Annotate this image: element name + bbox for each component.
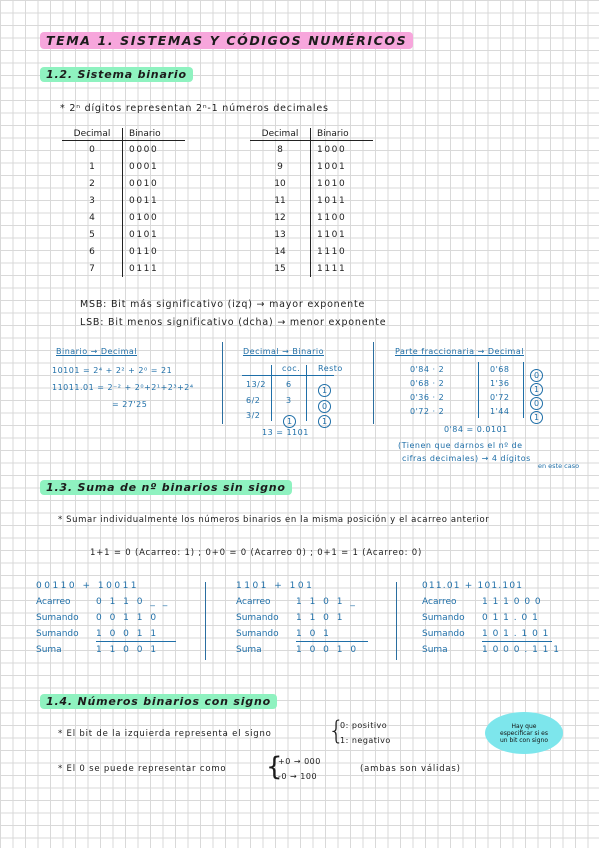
sign-bullet: * El bit de la izquierda representa el signo <box>58 729 272 739</box>
minus-zero: -0 → 100 <box>278 772 318 781</box>
msb-note: MSB: Bit más significativo (izq) → mayor exponente <box>80 299 366 310</box>
sum-bullet: * Sumar individualmente los números binarios en la misma posición y el acarreo anterior <box>58 515 490 525</box>
b2d-line2: 11011.01 = 2⁻² + 2⁰+2¹+2³+2⁴ <box>52 383 194 392</box>
table-row: 13 1101 <box>250 226 373 243</box>
d2b-result: 13 = 1101 <box>262 428 309 437</box>
divider <box>373 342 374 424</box>
b2d-line1: 10101 = 2⁴ + 2² + 2⁰ = 21 <box>52 366 173 375</box>
divider <box>242 375 334 376</box>
sum-example-1: 00110 + 10011 Acarreo 0 1 1 0 _ _ Sumando 0 0 1 1 0 Sumando 1 0 0 1 1 Suma 1 1 0 0 1 <box>36 581 170 655</box>
divider <box>306 365 307 421</box>
frac-note-3: en este caso <box>538 462 580 470</box>
table-row: 5 0101 <box>62 226 185 243</box>
frac-cell: 0'72 · 2 <box>410 407 445 416</box>
sum-example-2: 1101 + 101 Acarreo 1 1 0 1 _ Sumando 1 1 0 1 Sumando 1 0 1 Suma 1 0 0 1 0 <box>236 581 359 655</box>
frac-title: Parte fraccionaria → Decimal <box>395 347 524 356</box>
table-row: 1 0001 <box>62 158 185 175</box>
frac-cell: 0'68 · 2 <box>410 379 445 388</box>
table-row: 6 0110 <box>62 243 185 260</box>
table-row: 15 1111 <box>250 260 373 277</box>
quotient-circle: 1 <box>283 415 296 428</box>
note-bubble: Hay que especificar si es un bit con signo <box>485 712 563 754</box>
remainder-circle: 1 <box>318 384 331 397</box>
frac-cell: 0'84 · 2 <box>410 365 445 374</box>
d2b-title: Decimal → Binario <box>243 347 324 356</box>
divider <box>296 641 368 642</box>
brace-icon: { <box>328 716 345 746</box>
frac-cell: 1'36 <box>490 379 510 388</box>
remainder-circle: 1 <box>318 415 331 428</box>
bullet-digits: * 2ⁿ dígitos representan 2ⁿ-1 números decimales <box>60 103 329 114</box>
table-row: 0 0000 <box>62 141 185 159</box>
binary-table-right: Decimal Binario 8 1000 9 1001 10 1010 11 1011 12 1100 13 1101 14 1110 15 1111 <box>250 128 373 277</box>
digit-circle: 0 <box>530 397 543 410</box>
sign-positive: 0: positivo <box>340 721 388 730</box>
col-binario: Binario <box>123 128 186 141</box>
digit-circle: 0 <box>530 369 543 382</box>
lsb-note: LSB: Bit menos significativo (dcha) → menor exponente <box>80 317 387 328</box>
table-row: 9 1001 <box>250 158 373 175</box>
sum-example-3: 011.01 + 101.101 Acarreo 1 1 1 0 0 0 Sumando 0 1 1 . 0 1 Sumando 1 0 1 . 1 0 1 Suma 1 0 0 0 . 1 1 1 <box>422 581 560 655</box>
frac-note-1: (Tienen que darnos el nº de <box>398 441 523 450</box>
d2b-h-coc: coc. <box>282 364 301 373</box>
d2b-cell: 6 <box>286 380 292 389</box>
divider <box>482 641 552 642</box>
d2b-cell: 3/2 <box>246 411 261 420</box>
d2b-cell: 13/2 <box>246 380 266 389</box>
table-row: 7 0111 <box>62 260 185 277</box>
divider <box>96 641 176 642</box>
binary-table-left <box>62 128 185 277</box>
digit-circle: 1 <box>530 411 543 424</box>
frac-cell: 1'44 <box>490 407 510 416</box>
b2d-line3: = 27'25 <box>112 400 148 409</box>
zero-bullet: * El 0 se puede representar como <box>58 764 227 774</box>
frac-cell: 0'72 <box>490 393 510 402</box>
frac-result: 0'84 = 0.0101 <box>444 425 508 434</box>
col-decimal: Decimal <box>62 128 123 141</box>
section-heading-1-3: 1.3. Suma de nº binarios sin signo <box>40 481 292 494</box>
sum-rule: 1+1 = 0 (Acarreo: 1) ; 0+0 = 0 (Acarreo 0) ; 0+1 = 1 (Acarreo: 0) <box>90 548 423 558</box>
both-valid: (ambas son válidas) <box>360 764 461 774</box>
table-row: 8 1000 <box>250 141 373 159</box>
table-row: 2 0010 <box>62 175 185 192</box>
table-row: 4 0100 <box>62 209 185 226</box>
brace-icon: { <box>266 752 283 782</box>
sign-negative: 1: negativo <box>340 736 391 745</box>
d2b-h-resto: Resto <box>318 364 343 373</box>
table-row: 11 1011 <box>250 192 373 209</box>
divider <box>523 362 524 418</box>
digit-circle: 1 <box>530 383 543 396</box>
divider <box>478 362 479 418</box>
frac-cell: 0'36 · 2 <box>410 393 445 402</box>
frac-note-2: cifras decimales) → 4 dígitos <box>402 454 531 463</box>
divider <box>271 365 272 421</box>
d2b-cell: 6/2 <box>246 396 261 405</box>
section-heading-1-2: 1.2. Sistema binario <box>40 68 193 81</box>
table-row: 12 1100 <box>250 209 373 226</box>
b2d-title: Binario → Decimal <box>56 347 137 356</box>
table-row: 10 1010 <box>250 175 373 192</box>
divider <box>205 582 206 660</box>
page-title: TEMA 1. SISTEMAS Y CÓDIGOS NUMÉRICOS <box>40 33 413 48</box>
section-heading-1-4: 1.4. Números binarios con signo <box>40 695 277 708</box>
table-row: 3 0011 <box>62 192 185 209</box>
table-row: 14 1110 <box>250 243 373 260</box>
remainder-circle: 0 <box>318 400 331 413</box>
d2b-cell: 3 <box>286 396 292 405</box>
divider <box>396 582 397 660</box>
frac-cell: 0'68 <box>490 365 510 374</box>
divider <box>222 342 223 424</box>
plus-zero: +0 → 000 <box>278 757 321 766</box>
